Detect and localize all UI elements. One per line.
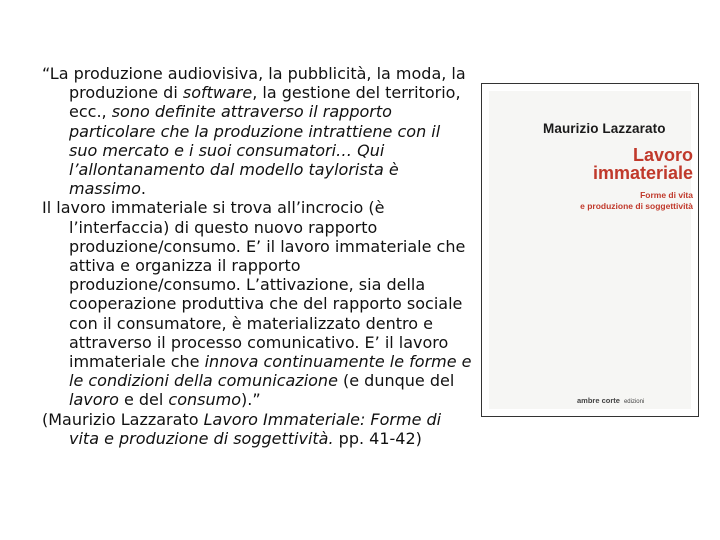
quote-text-block [42, 64, 472, 448]
publisher-name: ambre corte [577, 396, 620, 405]
quote-italic: sono definite attraverso il rapporto particolare che la produzione intrattiene con il suo mercato e i suoi consumatori… Qui l’allontanamento dal modello taylorista è massimo [69, 102, 441, 199]
citation-author: (Maurizio Lazzarato [42, 409, 204, 429]
book-subtitle-line-1: Forme di vita [640, 190, 693, 200]
quote-text: , la gestione del territorio, ecc., [69, 83, 461, 122]
book-title-line-1: Lavoro [632, 145, 693, 165]
quote-text: Il lavoro immateriale si trova all’incrocio (è l’interfaccia) di questo nuovo rapporto produzione/consumo. E’ il lavoro immateriale che attiva e organizza il rapporto produzione/consumo. L’attivazione, sia della cooperazione produttiva che del rapporto sociale con il consumatore, è materializzato dentro e attraverso il processo comunicativo. E’ il lavoro immateriale che [42, 198, 466, 372]
citation-title: Lavoro Immateriale: Forme di vita e produzione di soggettività. [69, 409, 442, 448]
book-title [553, 146, 693, 182]
quote-italic: innova continuamente le forme e le condizioni della comunicazione [69, 352, 472, 391]
quote-text: (e dunque del [337, 371, 455, 391]
quote-italic: consumo [168, 390, 241, 410]
quote-paragraph-2 [42, 198, 472, 409]
book-title-line-2: immateriale [592, 163, 693, 183]
citation-pages: pp. 41-42) [333, 428, 422, 448]
quote-paragraph-1 [42, 64, 472, 198]
book-cover-inner [489, 91, 691, 409]
book-cover [481, 83, 699, 417]
quote-text: “La produzione audiovisiva, la pubblicità, la moda, la produzione di [42, 64, 466, 103]
quote-citation [42, 410, 472, 448]
quote-text: ).” [241, 390, 261, 410]
quote-text: e del [118, 390, 169, 410]
quote-italic: lavoro [69, 390, 119, 410]
quote-text: . [140, 179, 146, 199]
book-author: Maurizio Lazzarato [543, 121, 666, 136]
publisher-suffix: edizioni [623, 399, 645, 405]
quote-italic: software [182, 83, 253, 103]
book-subtitle [541, 190, 693, 211]
book-publisher [577, 396, 717, 405]
book-subtitle-line-2: e produzione di soggettività [580, 200, 693, 211]
